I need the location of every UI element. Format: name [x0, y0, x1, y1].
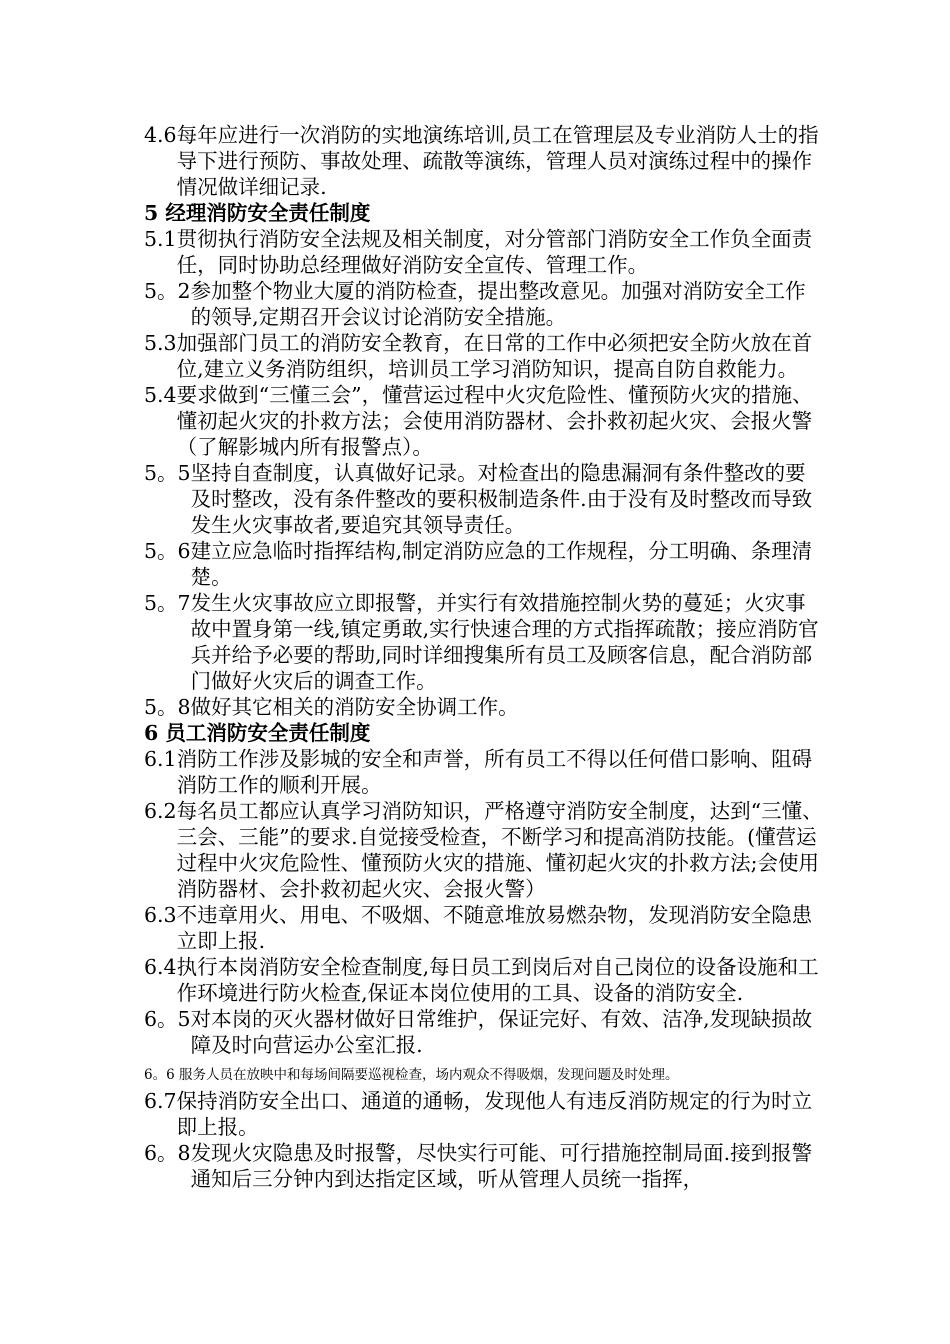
clause-item	[144, 746, 824, 798]
clause-text: 执行本岗消防安全检查制度,每日员工到岗后对自己岗位的设备设施和工作环境进行防火检查,保证本岗位使用的工具、设备的消防安全.	[176, 955, 819, 1005]
clause-text: 每名员工都应认真学习消防知识，严格遵守消防安全制度，达到“三懂、三会、三能”的要求.自觉接受检查，不断学习和提高消防技能。(懂营运过程中火灾危险性、懂预防火灾的措施、懂初起火灾的扑救方法;会使用消防器材、会扑救初起火灾、会报火警）	[176, 799, 823, 901]
clause-number: 6。5	[144, 1007, 191, 1031]
clause-text: 每年应进行一次消防的实地演练培训,员工在管理层及专业消防人士的指导下进行预防、事故处理、疏散等演练，管理人员对演练过程中的操作情况做详细记录.	[176, 123, 819, 199]
clause-number: 5。5	[144, 461, 191, 485]
clause-item	[144, 1088, 824, 1140]
section-heading: 6 员工消防安全责任制度	[144, 721, 371, 745]
clause-text: 做好其它相关的消防安全协调工作。	[190, 695, 519, 719]
clause-number: 5.3	[144, 331, 177, 355]
clause-item	[144, 590, 824, 694]
clause-item	[144, 1006, 824, 1058]
clause-text: 建立应急临时指挥结构,制定消防应急的工作规程，分工明确、条理清楚。	[190, 539, 813, 589]
clause-item	[144, 798, 824, 902]
clause-number: 6.3	[144, 903, 177, 927]
clause-text: 消防工作涉及影城的安全和声誉，所有员工不得以任何借口影响、阻碍消防工作的顺利开展。	[176, 747, 813, 797]
clause-item	[144, 226, 824, 278]
clause-item	[144, 902, 824, 954]
clause-text: 加强部门员工的消防安全教育，在日常的工作中必须把安全防火放在首位,建立义务消防组织，培训员工学习消防知识，提高自防自救能力。	[176, 331, 813, 381]
section-heading: 5 经理消防安全责任制度	[144, 201, 371, 225]
clause-number: 5.4	[144, 383, 177, 407]
clause-small-text: 6。6 服务人员在放映中和每场间隔要巡视检查，场内观众不得吸烟，发现问题及时处理。	[144, 1067, 679, 1083]
clause-item	[144, 122, 824, 200]
clause-item	[144, 694, 824, 720]
clause-item	[144, 954, 824, 1006]
clause-text: 贯彻执行消防安全法规及相关制度，对分管部门消防安全工作负全面责任，同时协助总经理做好消防安全宣传、管理工作。	[176, 227, 813, 277]
clause-text: 发生火灾事故应立即报警，并实行有效措施控制火势的蔓延；火灾事故中置身第一线,镇定勇敢,实行快速合理的方式指挥疏散；接应消防官兵并给予必要的帮助,同时详细搜集所有员工及顾客信息，配合消防部门做好火灾后的调查工作。	[190, 591, 819, 693]
clause-text: 发现火灾隐患及时报警，尽快实行可能、可行措施控制局面.接到报警通知后三分钟内到达指定区域，听从管理人员统一指挥，	[190, 1141, 813, 1191]
clause-item	[144, 330, 824, 382]
clause-number: 6.2	[144, 799, 177, 823]
clause-number: 5。8	[144, 695, 191, 719]
clause-number: 5。2	[144, 279, 191, 303]
clause-item	[144, 538, 824, 590]
clause-item	[144, 1140, 824, 1192]
clause-text: 参加整个物业大厦的消防检查，提出整改意见。加强对消防安全工作的领导,定期召开会议讨论消防安全措施。	[190, 279, 806, 329]
clause-item	[144, 278, 824, 330]
clause-number: 6.1	[144, 747, 177, 771]
clause-number: 6.7	[144, 1089, 177, 1113]
clause-number: 4.6	[144, 123, 177, 147]
clause-text: 不违章用火、用电、不吸烟、不随意堆放易燃杂物，发现消防安全隐患立即上报.	[176, 903, 813, 953]
clause-number: 6。8	[144, 1141, 191, 1165]
clause-number: 5.1	[144, 227, 177, 251]
clause-text: 保持消防安全出口、通道的通畅，发现他人有违反消防规定的行为时立即上报。	[176, 1089, 813, 1139]
clause-item	[144, 382, 824, 460]
clause-text: 对本岗的灭火器材做好日常维护，保证完好、有效、洁净,发现缺损故障及时向营运办公室汇报.	[190, 1007, 813, 1057]
clause-item	[144, 460, 824, 538]
clause-number: 6.4	[144, 955, 177, 979]
clause-number: 5。6	[144, 539, 191, 563]
clause-text: 要求做到“三懂三会”，懂营运过程中火灾危险性、懂预防火灾的措施、懂初起火灾的扑救方法；会使用消防器材、会扑救初起火灾、会报火警（了解影城内所有报警点）。	[176, 383, 813, 459]
clause-number: 5。7	[144, 591, 191, 615]
clause-text: 坚持自查制度，认真做好记录。对检查出的隐患漏洞有条件整改的要及时整改，没有条件整改的要积极制造条件.由于没有及时整改而导致发生火灾事故者,要追究其领导责任。	[190, 461, 813, 537]
document-body	[144, 122, 824, 1192]
